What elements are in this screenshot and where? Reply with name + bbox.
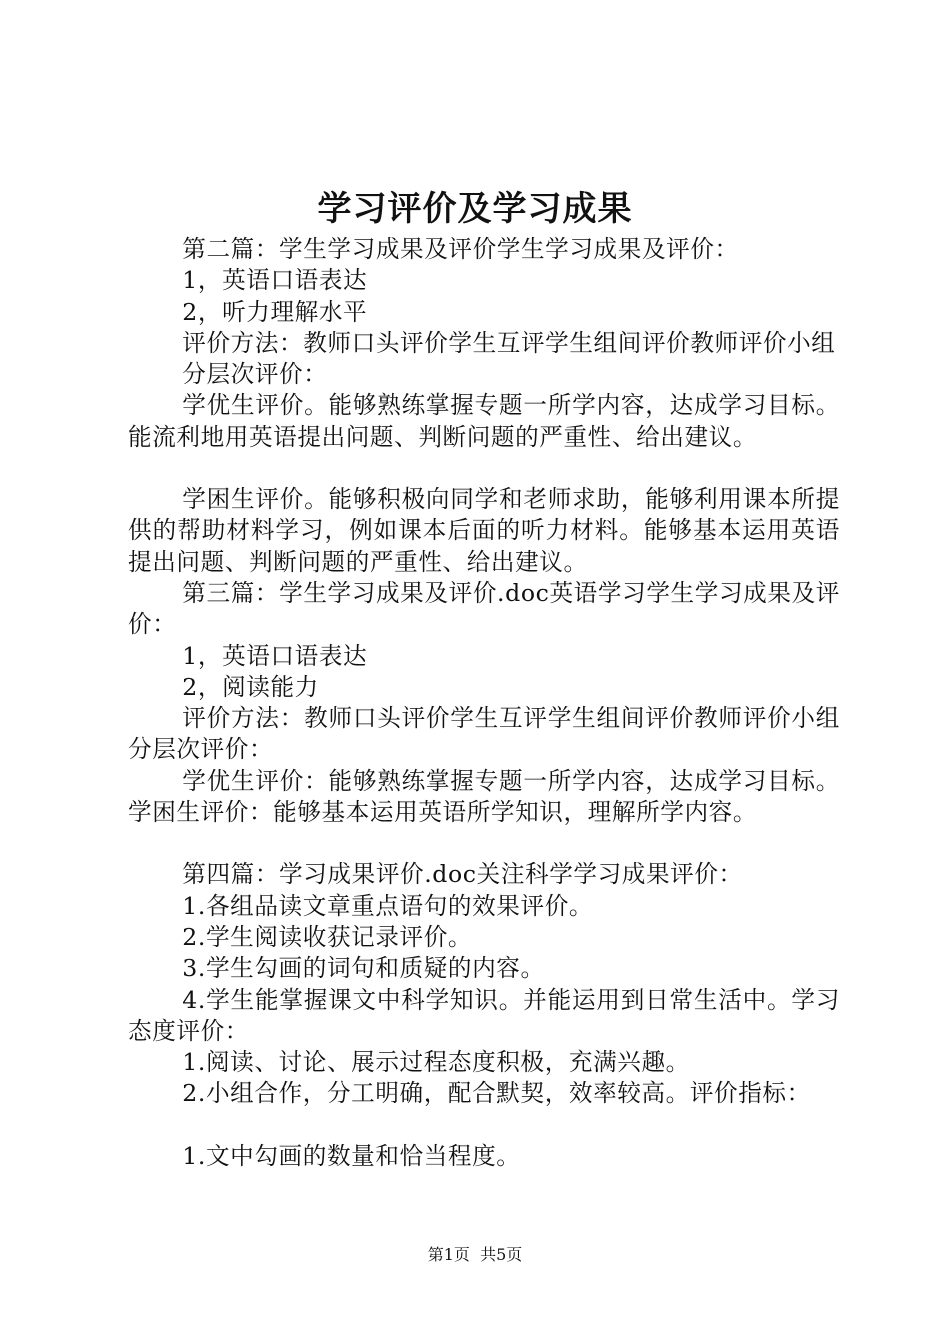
document-title: 学习评价及学习成果: [317, 189, 633, 229]
document-body: [128, 234, 840, 1172]
paragraph: 评价方法：教师口头评价学生互评学生组间评价教师评价小组: [182, 328, 836, 357]
paragraph: 2.学生阅读收获记录评价。: [182, 922, 473, 951]
paragraph: 第三篇：学生学习成果及评价.doc英语学习学生学习成果及评价：: [128, 578, 840, 639]
paragraph: 分层次评价：: [182, 360, 328, 389]
paragraph: 1.各组品读文章重点语句的效果评价。: [182, 891, 594, 920]
paragraph: 学优生评价。能够熟练掌握专题一所学内容，达成学习目标。能流利地用英语提出问题、判断问题的严重性、给出建议。: [128, 391, 840, 451]
paragraph: 第四篇：学习成果评价.doc关注科学学习成果评价：: [182, 860, 743, 889]
paragraph: 学优生评价：能够熟练掌握专题一所学内容，达成学习目标。学困生评价：能够基本运用英语所学知识，理解所学内容。: [128, 766, 840, 827]
paragraph: 4.学生能掌握课文中科学知识。并能运用到日常生活中。学习态度评价：: [128, 985, 840, 1045]
paragraph: 1.文中勾画的数量和恰当程度。: [182, 1141, 521, 1170]
paragraph: 1，英语口语表达: [182, 641, 368, 670]
page-total: 共5页: [480, 1245, 523, 1264]
paragraph: 2，阅读能力: [182, 672, 319, 701]
paragraph: 2，听力理解水平: [182, 297, 368, 326]
paragraph: 第二篇：学生学习成果及评价学生学习成果及评价：: [182, 235, 739, 263]
page-footer: [0, 1243, 950, 1267]
paragraph: 2.小组合作，分工明确，配合默契，效率较高。评价指标：: [182, 1079, 811, 1108]
paragraph: 评价方法：教师口头评价学生互评学生组间评价教师评价小组分层次评价：: [128, 704, 840, 764]
paragraph: 学困生评价。能够积极向同学和老师求助，能够利用课本所提供的帮助材料学习，例如课本后面的听力材料。能够基本运用英语提出问题、判断问题的严重性、给出建议。: [128, 485, 840, 576]
paragraph: 1，英语口语表达: [182, 266, 368, 295]
page-number: 第1页: [427, 1245, 470, 1264]
paragraph: 3.学生勾画的词句和质疑的内容。: [182, 954, 545, 983]
paragraph: 1.阅读、讨论、展示过程态度积极，充满兴趣。: [182, 1048, 690, 1077]
